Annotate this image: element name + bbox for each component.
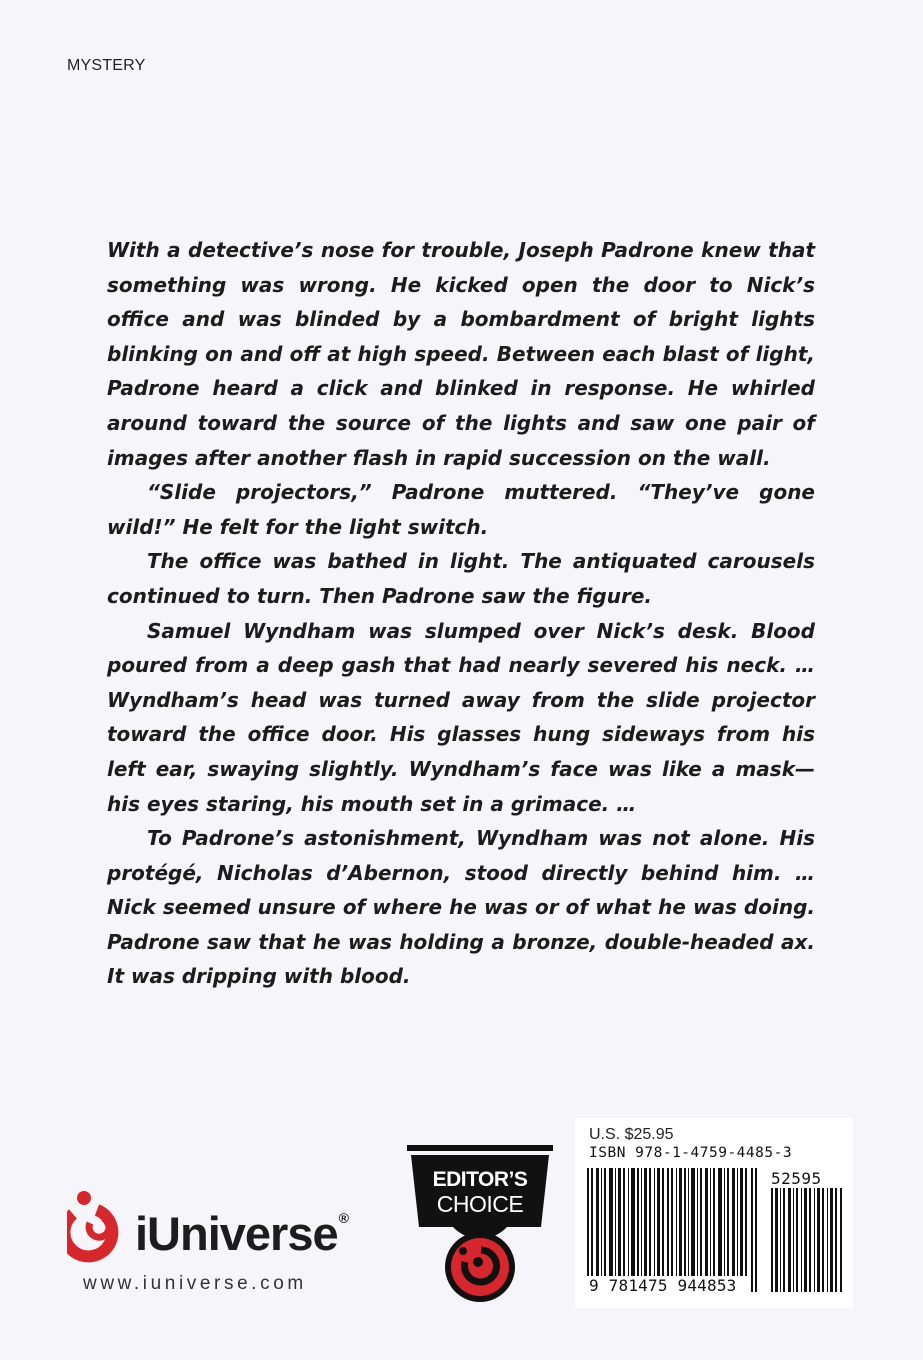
price-code-label: 52595 — [771, 1169, 822, 1188]
isbn-label: ISBN 978-1-4759-4485-3 — [589, 1145, 793, 1161]
blurb-paragraph: To Padrone’s astonishment, Wyndham was not alone. His protégé, Nicholas d’Abernon, stood directly behind him. … Nick seemed unsure of where he was or of what he was doing. Padrone saw that he was holding a bronze, double-headed ax. It was dripping with blood. — [107, 826, 815, 989]
badge-line-1: EDITOR’S — [432, 1168, 528, 1191]
genre-label: MYSTERY — [67, 57, 146, 74]
blurb-paragraph: Samuel Wyndham was slumped over Nick’s desk. Blood poured from a deep gash that had nearly severed his neck. … Wyndham’s head was turned away from the slide projector toward the office door. His glasses hung sideways from his left ear, swaying slightly. Wyndham’s face was like a mask—his eyes staring, his mouth set in a grimace. … — [107, 618, 815, 816]
addon-barcode-icon — [771, 1188, 843, 1292]
blurb-paragraph: The office was bathed in light. The antiquated carousels continued to turn. Then Padrone saw the figure. — [107, 549, 815, 608]
ean-number: 9 781475 944853 — [589, 1276, 737, 1295]
publisher-name — [135, 1206, 348, 1261]
ean-barcode-icon — [587, 1168, 757, 1292]
blurb-paragraph: “Slide projectors,” Padrone muttered. “They’ve gone wild!” He felt for the light switch. — [107, 480, 815, 539]
blurb-paragraph: With a detective’s nose for trouble, Joseph Padrone knew that something was wrong. He kicked open the door to Nick’s office and was blinded by a bombardment of bright lights blinking on and off at high speed. Between each blast of light, Padrone heard a click and blinked in response. He whirled around toward the source of the lights and saw one pair of images after another flash in rapid succession on the wall. — [107, 238, 815, 470]
back-cover-blurb — [107, 233, 815, 994]
publisher-name-text: iUniverse — [135, 1207, 338, 1260]
price-label: U.S. $25.95 — [589, 1126, 674, 1143]
iuniverse-logo-icon — [67, 1188, 129, 1264]
registered-mark: ® — [338, 1210, 348, 1226]
badge-line-2: CHOICE — [436, 1191, 524, 1217]
publisher-url: www.iuniverse.com — [83, 1273, 307, 1294]
editors-choice-badge — [405, 1143, 555, 1308]
barcode-block — [575, 1118, 853, 1308]
publisher-logo — [65, 1188, 385, 1308]
